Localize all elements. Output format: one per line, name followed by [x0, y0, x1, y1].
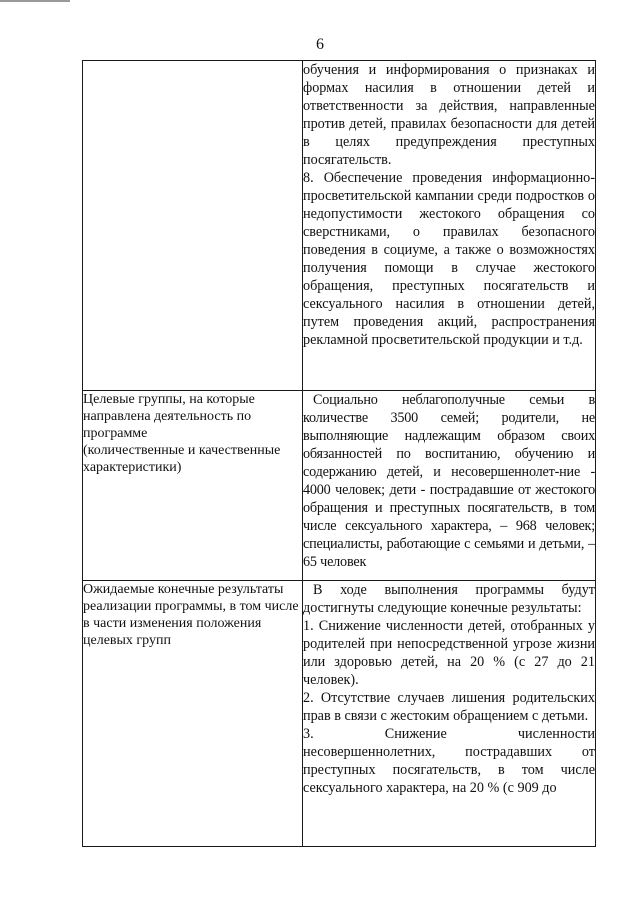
row-content-cell [303, 391, 596, 581]
target-groups-sublabel: (количественные и качественные характеристики) [83, 443, 281, 475]
list-item: 1. Снижение численности детей, отобранных у родителей при непосредственной угрозе жизни или здоровью детей, на 20 % (с 27 до 21 человек). [303, 618, 595, 688]
program-passport-table [82, 60, 596, 847]
paragraph: 8. Обеспечение проведения информационно-просветительской кампании среди подростков о недопустимости жестокого обращения со сверстниками, о правилах безопасного поведения в социуме, а также о возможностях получения помощи в случае жестокого обращения, преступных посягательств и сексуального насилия в отношении детей, путем проведения акций, распространения рекламной просветительской продукции и т.д. [303, 170, 595, 348]
row-label-cell [83, 61, 303, 391]
expected-results-label: Ожидаемые конечные результаты реализации программы, в том числе в части изменения положения целевых групп [83, 582, 299, 648]
paragraph: обучения и информирования о признаках и формах насилия в отношении детей и ответственности за действия, направленные против детей, правилах безопасности для детей в целях предупреждения преступных посягательств. [303, 62, 595, 168]
row-label-cell [83, 391, 303, 581]
paragraph: Социально неблагополучные семьи в количестве 3500 семей; родители, не выполняющие надлежащим образом своих обязанностей по воспитанию, обучению и содержанию детей, и несовершеннолет-ние - 4000 человек; дети - пострадавшие от жестокого обращения и преступных посягательств, в том числе сексуального характера, – 968 человек; специалисты, работающие с семьями и детьми, – 65 человек [303, 392, 595, 570]
table-row [83, 391, 596, 581]
row-label-cell [83, 581, 303, 847]
target-groups-label: Целевые группы, на которые направлена деятельность по программе [83, 392, 255, 441]
row-content-cell [303, 581, 596, 847]
table-row [83, 581, 596, 847]
list-item: 2. Отсутствие случаев лишения родительских прав в связи с жестоким обращением с детьми. [303, 690, 595, 724]
page-number: 6 [316, 36, 324, 53]
row-content-cell [303, 61, 596, 391]
scan-edge-mark [0, 0, 70, 2]
paragraph: В ходе выполнения программы будут достигнуты следующие конечные результаты: [303, 582, 595, 616]
list-item: 3. Снижение численности несовершеннолетних, пострадавших от преступных посягательств, в том числе сексуального характера, на 20 % (с 909 до [303, 726, 595, 796]
table-row [83, 61, 596, 391]
